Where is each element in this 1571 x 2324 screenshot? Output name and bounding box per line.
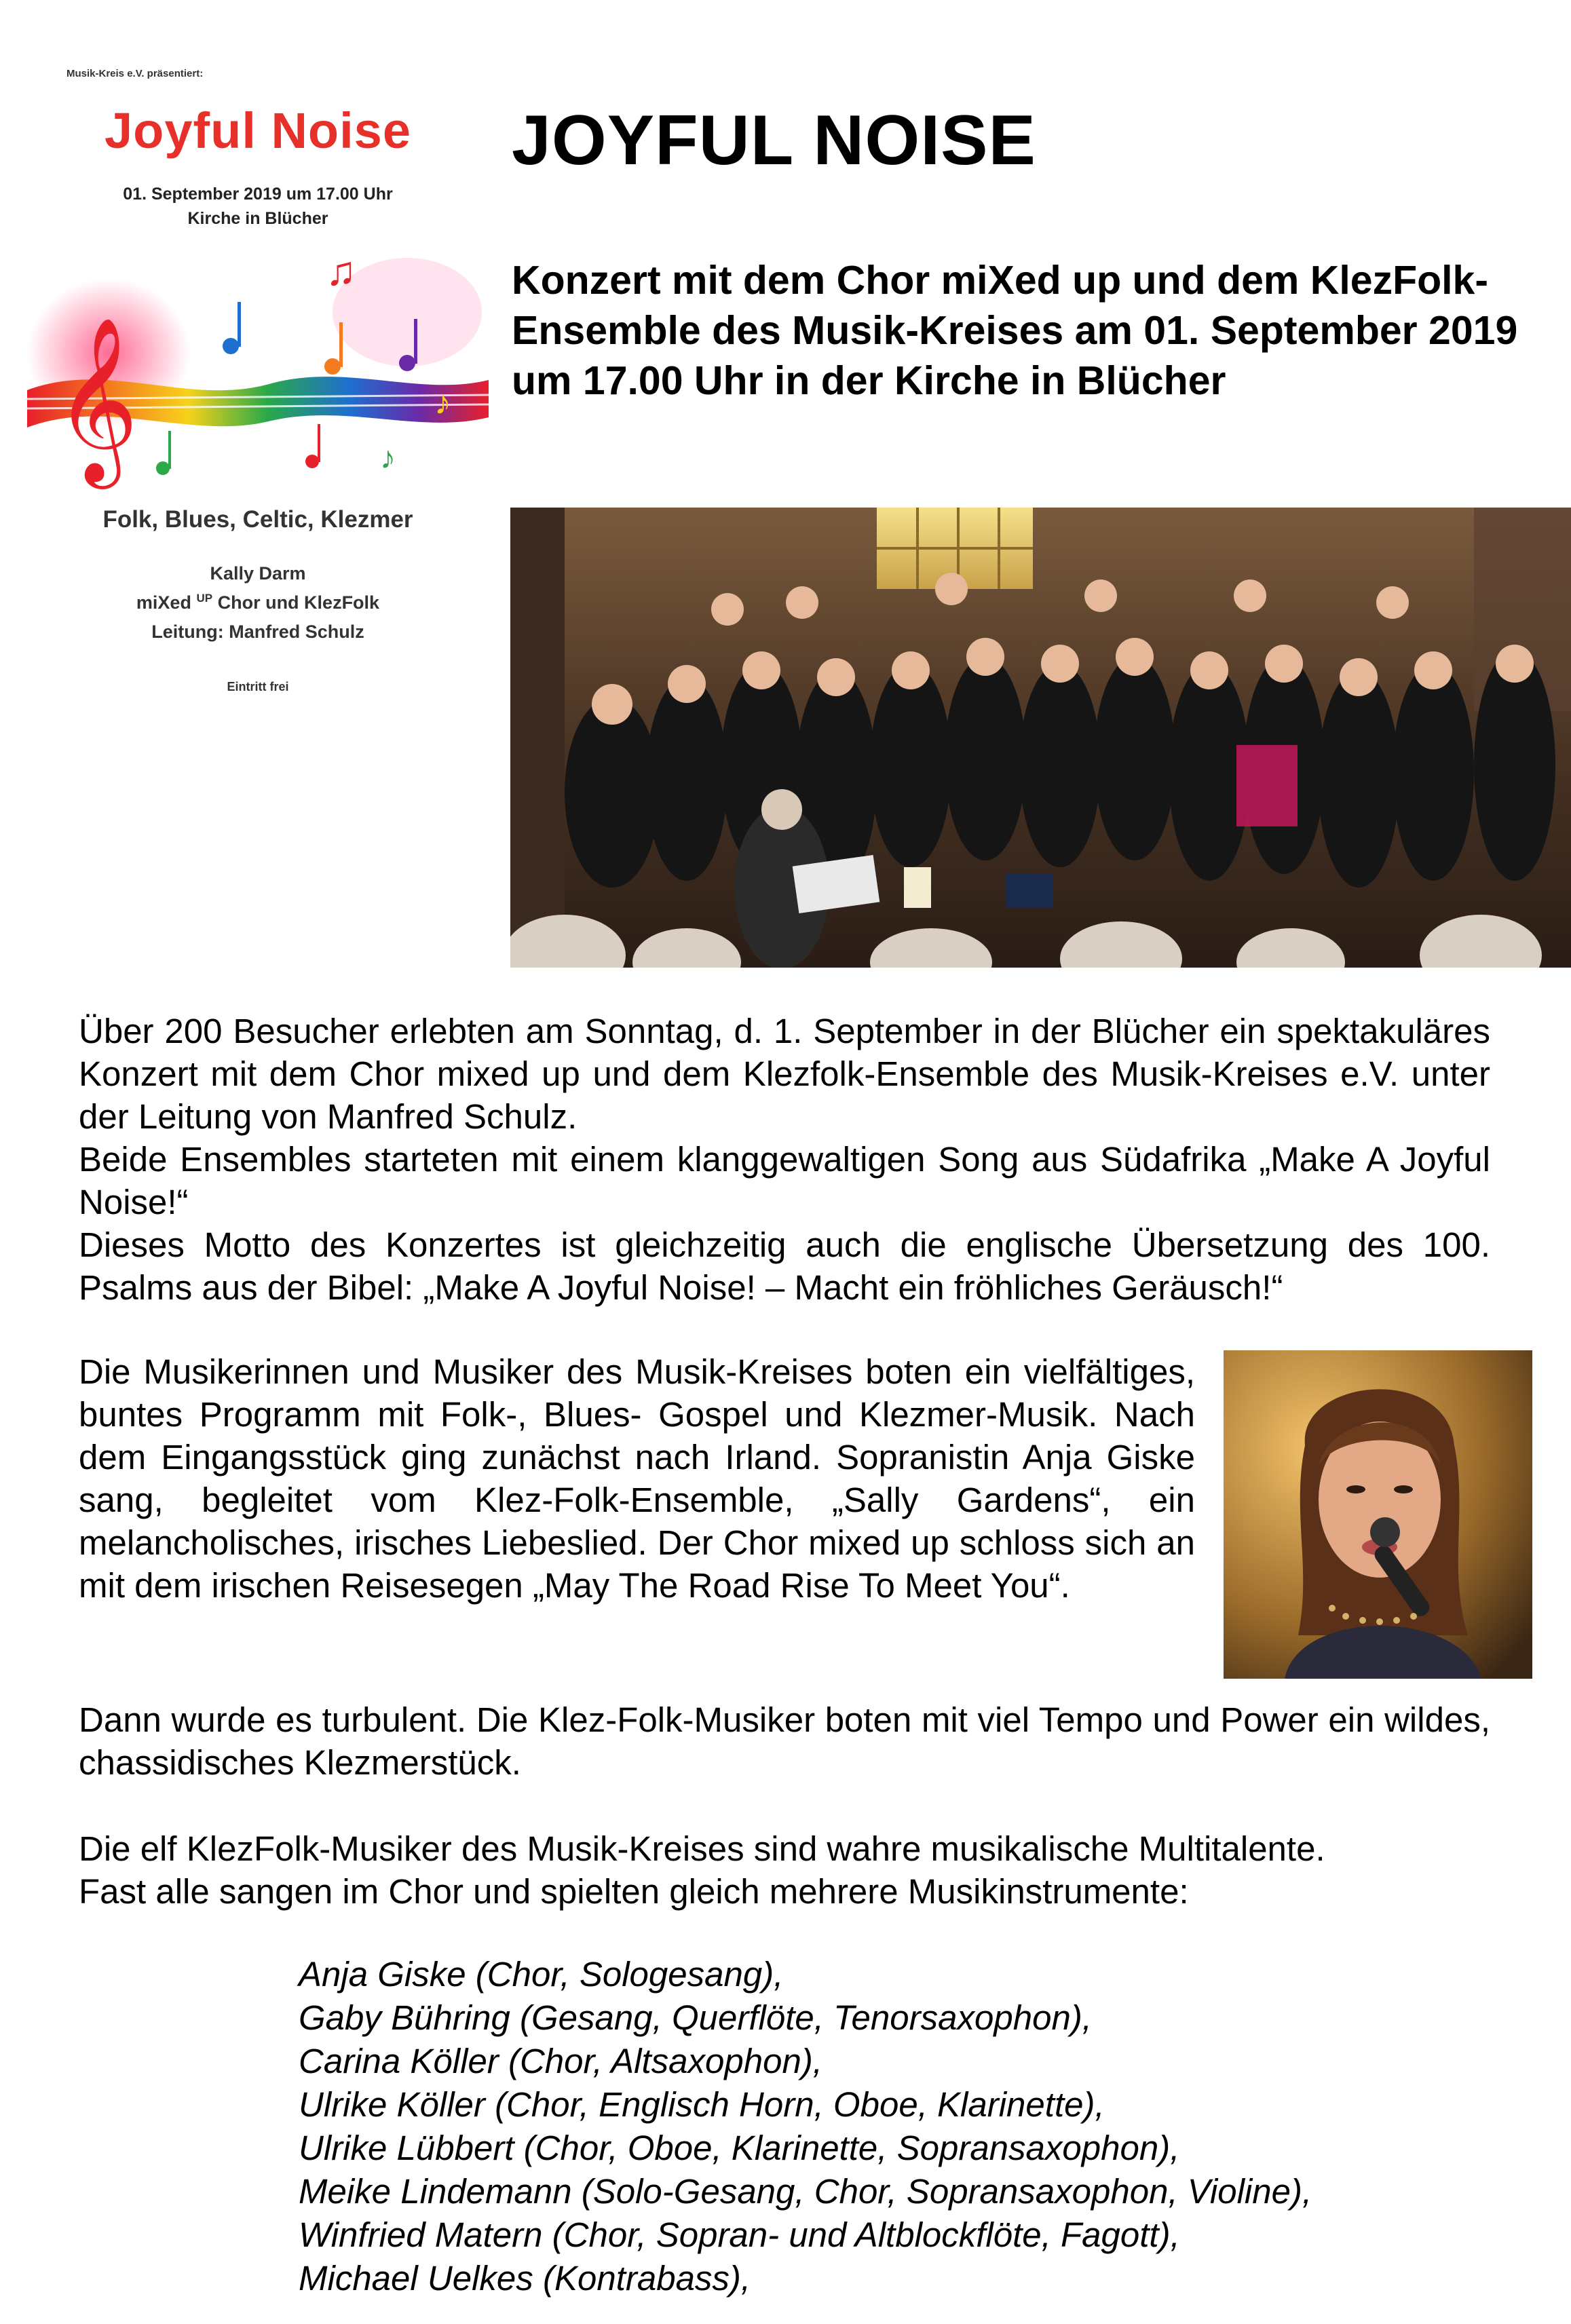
singer-photo — [1224, 1350, 1532, 1679]
svg-text:𝄞: 𝄞 — [54, 316, 139, 482]
poster-ensemble: miXed $^{UP}$ Chor und KlezFolk — [136, 592, 380, 613]
article-paragraph-2: Die Musikerinnen und Musiker des Musik-Kreises boten ein vielfältiges, buntes Programm mit Folk-, Blues- Gospel und Klezmer-Musik. Nach dem Eingangsstück ging zunächst nach Irland. Sopranistin Anja Giske sang, begleitet vom Klez-Folk-Ensemble, „Sally Gardens“, ein melancholisches, irisches Liebeslied. Der Chor mixed up schloss sich an mit dem irischen Reisesegen „May The Road Rise To Meet You“. — [79, 1352, 1195, 1605]
article-p4-line-2: Fast alle sangen im Chor und spielten gleich mehrere Musikinstrumente: — [79, 1872, 1189, 1911]
page-subtitle: Konzert mit dem Chor miXed up und dem KlezFolk-Ensemble des Musik-Kreises am 01. September 2019 um 17.00 Uhr in der Kirche in Blücher — [512, 258, 1518, 403]
svg-text:♪: ♪ — [380, 440, 396, 475]
list-item: Ulrike Köller (Chor, Englisch Horn, Oboe, Klarinette), — [299, 2085, 1105, 2124]
poster-admission: Eintritt frei — [227, 680, 289, 693]
poster-performer: Kally Darm — [210, 563, 306, 584]
poster-genres: Folk, Blues, Celtic, Klezmer — [102, 506, 413, 533]
article-p1-sentence-2: Beide Ensembles starteten mit einem klanggewaltigen Song aus Südafrika „Make A Joyful Noise!“ — [79, 1140, 1490, 1221]
list-item: Meike Lindemann (Solo-Gesang, Chor, Sopransaxophon, Violine), — [299, 2172, 1312, 2211]
poster-title: Joyful Noise — [105, 102, 411, 159]
poster-date: 01. September 2019 um 17.00 Uhr — [123, 185, 393, 204]
list-item: Michael Uelkes (Kontrabass), — [299, 2259, 751, 2298]
list-item: Ulrike Lübbert (Chor, Oboe, Klarinette, Sopransaxophon), — [299, 2129, 1180, 2167]
poster-place: Kirche in Blücher — [187, 209, 328, 228]
poster-presenter: Musik-Kreis e.V. präsentiert: — [67, 68, 204, 79]
list-item: Carina Köller (Chor, Altsaxophon), — [299, 2042, 822, 2080]
svg-text:♫: ♫ — [326, 248, 356, 294]
list-item: Anja Giske (Chor, Sologesang), — [299, 1955, 784, 1994]
article-p1-sentence-3: Dieses Motto des Konzertes ist gleichzeitig auch die englische Übersetzung des 100. Psalms aus der Bibel: „Make A Joyful Noise! – Macht ein fröhliches Geräusch!“ — [79, 1225, 1490, 1307]
concert-poster — [27, 61, 489, 712]
choir-photo — [510, 508, 1571, 968]
article-paragraph-3: Dann wurde es turbulent. Die Klez-Folk-Musiker boten mit viel Tempo und Power ein wildes, chassidisches Klezmerstück. — [79, 1700, 1490, 1782]
poster-leader: Leitung: Manfred Schulz — [151, 622, 364, 642]
article-paragraph-4 — [79, 1827, 1325, 1913]
list-item: Gaby Bühring (Gesang, Querflöte, Tenorsaxophon), — [299, 1998, 1092, 2037]
page-title: JOYFUL NOISE — [512, 101, 1036, 180]
svg-text:♪: ♪ — [434, 383, 451, 421]
article-p1-sentence-1: Über 200 Besucher erlebten am Sonntag, d. 1. September in der Blücher ein spektakuläres Konzert mit dem Chor mixed up und dem Klezfolk-Ensemble des Musik-Kreises e.V. unter der Leitung von Manfred Schulz. — [79, 1012, 1490, 1136]
list-item: Winfried Matern (Chor, Sopran- und Altblockflöte, Fagott), — [299, 2215, 1180, 2254]
article-paragraph-1 — [79, 1010, 1490, 1309]
article-p4-line-1: Die elf KlezFolk-Musiker des Musik-Kreises sind wahre musikalische Multitalente. — [79, 1829, 1325, 1868]
musician-list — [299, 1953, 1312, 2300]
